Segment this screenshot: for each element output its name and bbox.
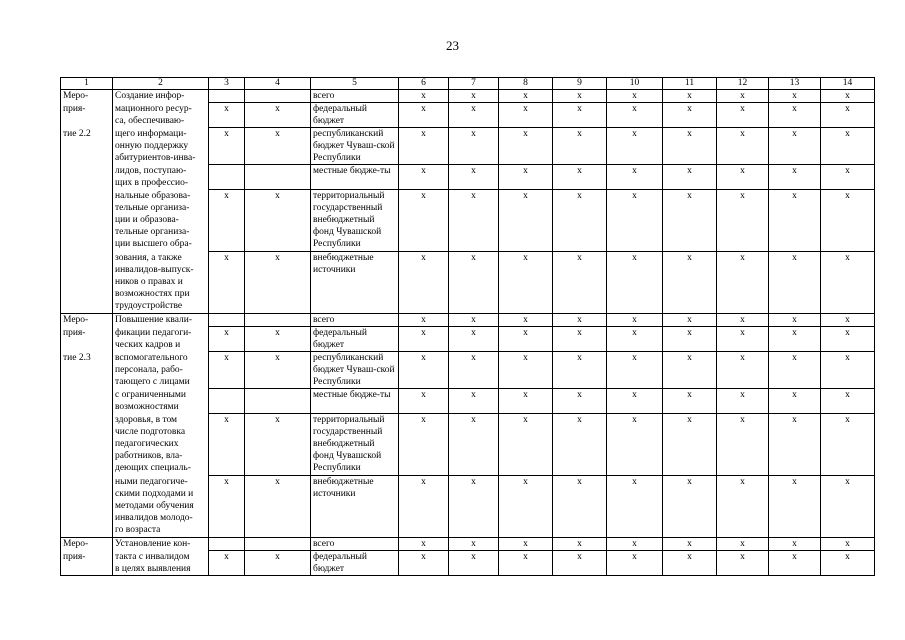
header-cell-11: 11	[663, 78, 717, 90]
event-name-cell	[61, 389, 113, 414]
value-cell-13: x	[769, 327, 821, 352]
table-row	[61, 314, 875, 327]
col4-cell: x	[245, 352, 311, 389]
value-cell-11: x	[663, 389, 717, 414]
value-cell-7: x	[449, 352, 499, 389]
value-cell-14: x	[821, 476, 875, 538]
value-cell-14: x	[821, 327, 875, 352]
value-cell-12: x	[717, 389, 769, 414]
value-cell-11: x	[663, 252, 717, 314]
value-cell-7: x	[449, 314, 499, 327]
value-cell-7: x	[449, 476, 499, 538]
col4-cell: x	[245, 414, 311, 476]
value-cell-12: x	[717, 90, 769, 103]
event-description-cell	[113, 352, 209, 389]
description-line: здоровья, в том	[115, 414, 178, 425]
table-row	[61, 90, 875, 103]
event-name-line: тие 2.2	[63, 128, 91, 139]
event-name-line: Меро-	[63, 539, 89, 549]
table-row	[61, 252, 875, 314]
value-cell-11: x	[663, 128, 717, 165]
event-name-cell	[61, 414, 113, 476]
col3-cell: x	[209, 103, 245, 128]
funding-source-cell: всего	[311, 314, 399, 327]
value-cell-7: x	[449, 551, 499, 576]
event-description-cell	[113, 128, 209, 165]
value-cell-10: x	[607, 314, 663, 327]
event-description-cell	[113, 414, 209, 476]
event-description-cell	[113, 103, 209, 128]
value-cell-9: x	[553, 538, 607, 551]
value-cell-12: x	[717, 551, 769, 576]
value-cell-11: x	[663, 551, 717, 576]
description-line: такта с инвалидом	[115, 551, 190, 562]
description-line: ции и образова-	[115, 214, 179, 225]
value-cell-6: x	[399, 352, 449, 389]
value-cell-13: x	[769, 476, 821, 538]
value-cell-11: x	[663, 190, 717, 252]
value-cell-9: x	[553, 551, 607, 576]
value-cell-6: x	[399, 538, 449, 551]
funding-source-cell: федеральный бюджет	[311, 327, 399, 352]
value-cell-14: x	[821, 414, 875, 476]
event-description-cell	[113, 165, 209, 190]
value-cell-6: x	[399, 327, 449, 352]
description-line: са, обеспечиваю-	[115, 115, 185, 126]
col3-cell	[209, 538, 245, 551]
description-line: фикации педагоги-	[115, 327, 192, 338]
value-cell-10: x	[607, 252, 663, 314]
value-cell-13: x	[769, 103, 821, 128]
value-cell-14: x	[821, 103, 875, 128]
value-cell-10: x	[607, 389, 663, 414]
value-cell-14: x	[821, 352, 875, 389]
funding-source-cell: всего	[311, 90, 399, 103]
value-cell-8: x	[499, 90, 553, 103]
col3-cell	[209, 165, 245, 190]
col4-cell: x	[245, 190, 311, 252]
table-row	[61, 103, 875, 128]
event-name-cell	[61, 476, 113, 538]
table-row	[61, 389, 875, 414]
funding-source-cell: внебюджетные источники	[311, 252, 399, 314]
col4-cell	[245, 389, 311, 414]
col3-cell: x	[209, 352, 245, 389]
event-name-cell	[61, 538, 113, 551]
value-cell-8: x	[499, 352, 553, 389]
value-cell-9: x	[553, 327, 607, 352]
value-cell-11: x	[663, 314, 717, 327]
header-cell-7: 7	[449, 78, 499, 90]
value-cell-9: x	[553, 352, 607, 389]
value-cell-12: x	[717, 103, 769, 128]
value-cell-11: x	[663, 352, 717, 389]
header-cell-8: 8	[499, 78, 553, 90]
col4-cell	[245, 538, 311, 551]
value-cell-13: x	[769, 165, 821, 190]
table-row	[61, 476, 875, 538]
col4-cell: x	[245, 476, 311, 538]
event-description-cell	[113, 190, 209, 252]
description-line: мационного ресур-	[115, 103, 192, 114]
value-cell-9: x	[553, 90, 607, 103]
col3-cell: x	[209, 551, 245, 576]
event-name-cell	[61, 90, 113, 103]
header-cell-5: 5	[311, 78, 399, 90]
event-description-cell	[113, 314, 209, 327]
table-row	[61, 352, 875, 389]
event-name-cell	[61, 103, 113, 128]
value-cell-10: x	[607, 352, 663, 389]
value-cell-10: x	[607, 128, 663, 165]
description-line: зования, а также	[115, 252, 182, 263]
header-cell-9: 9	[553, 78, 607, 90]
value-cell-11: x	[663, 414, 717, 476]
description-line: педагогических	[115, 438, 179, 449]
value-cell-6: x	[399, 314, 449, 327]
description-line: тельные организа-	[115, 202, 190, 213]
description-line: числе подготовка	[115, 426, 186, 437]
col3-cell	[209, 90, 245, 103]
header-cell-1: 1	[61, 78, 113, 90]
value-cell-8: x	[499, 103, 553, 128]
description-line: тельные организа-	[115, 226, 190, 237]
description-line: ческих кадров и	[115, 339, 181, 350]
value-cell-8: x	[499, 128, 553, 165]
col4-cell: x	[245, 327, 311, 352]
financing-table	[60, 77, 875, 576]
col3-cell	[209, 314, 245, 327]
description-line: методами обучения	[115, 500, 194, 511]
header-cell-10: 10	[607, 78, 663, 90]
funding-source-cell: федеральный бюджет	[311, 551, 399, 576]
description-line: Установление кон-	[115, 539, 191, 549]
value-cell-7: x	[449, 128, 499, 165]
value-cell-12: x	[717, 327, 769, 352]
value-cell-8: x	[499, 314, 553, 327]
description-line: трудоустройстве	[115, 300, 183, 311]
value-cell-6: x	[399, 128, 449, 165]
col3-cell: x	[209, 327, 245, 352]
description-line: возможностями	[115, 401, 179, 412]
value-cell-9: x	[553, 103, 607, 128]
value-cell-8: x	[499, 551, 553, 576]
table-row	[61, 128, 875, 165]
event-description-cell	[113, 327, 209, 352]
value-cell-12: x	[717, 190, 769, 252]
event-name-cell	[61, 165, 113, 190]
value-cell-11: x	[663, 90, 717, 103]
header-cell-2: 2	[113, 78, 209, 90]
value-cell-7: x	[449, 414, 499, 476]
funding-source-cell: территориальный государственный внебюджетный фонд Чувашской Республики	[311, 190, 399, 252]
value-cell-6: x	[399, 190, 449, 252]
value-cell-6: x	[399, 252, 449, 314]
value-cell-12: x	[717, 476, 769, 538]
col4-cell	[245, 165, 311, 190]
description-line: ции высшего обра-	[115, 238, 192, 249]
value-cell-13: x	[769, 90, 821, 103]
value-cell-7: x	[449, 90, 499, 103]
description-line: нальные образова-	[115, 190, 191, 201]
value-cell-10: x	[607, 538, 663, 551]
value-cell-13: x	[769, 551, 821, 576]
col3-cell: x	[209, 252, 245, 314]
value-cell-14: x	[821, 551, 875, 576]
value-cell-14: x	[821, 538, 875, 551]
description-line: скими подходами и	[115, 488, 194, 499]
value-cell-11: x	[663, 327, 717, 352]
event-name-cell	[61, 327, 113, 352]
value-cell-6: x	[399, 165, 449, 190]
value-cell-13: x	[769, 252, 821, 314]
description-line: персонала, рабо-	[115, 364, 183, 375]
description-line: абитуриентов-инва-	[115, 152, 196, 163]
value-cell-9: x	[553, 252, 607, 314]
funding-source-cell: всего	[311, 538, 399, 551]
description-line: Повышение квали-	[115, 315, 193, 325]
table-row	[61, 414, 875, 476]
funding-source-cell: республиканский бюджет Чуваш-ской Республики	[311, 128, 399, 165]
header-cell-13: 13	[769, 78, 821, 90]
value-cell-6: x	[399, 389, 449, 414]
value-cell-6: x	[399, 414, 449, 476]
col4-cell: x	[245, 551, 311, 576]
value-cell-10: x	[607, 190, 663, 252]
value-cell-8: x	[499, 252, 553, 314]
event-description-cell	[113, 538, 209, 551]
value-cell-9: x	[553, 128, 607, 165]
value-cell-7: x	[449, 252, 499, 314]
funding-source-cell: местные бюдже-ты	[311, 165, 399, 190]
value-cell-13: x	[769, 190, 821, 252]
header-cell-6: 6	[399, 78, 449, 90]
col4-cell: x	[245, 128, 311, 165]
description-line: го возраста	[115, 524, 161, 535]
event-name-cell	[61, 314, 113, 327]
value-cell-10: x	[607, 103, 663, 128]
value-cell-10: x	[607, 327, 663, 352]
description-line: инвалидов-выпуск-	[115, 264, 194, 275]
value-cell-12: x	[717, 414, 769, 476]
funding-source-cell: республиканский бюджет Чуваш-ской Республики	[311, 352, 399, 389]
event-name-line: прия-	[63, 103, 86, 114]
event-name-cell	[61, 551, 113, 576]
value-cell-6: x	[399, 103, 449, 128]
value-cell-14: x	[821, 128, 875, 165]
value-cell-13: x	[769, 314, 821, 327]
value-cell-12: x	[717, 352, 769, 389]
value-cell-11: x	[663, 538, 717, 551]
value-cell-8: x	[499, 476, 553, 538]
col3-cell	[209, 389, 245, 414]
funding-source-cell: территориальный государственный внебюджетный фонд Чувашской Республики	[311, 414, 399, 476]
description-line: щих в профессио-	[115, 177, 189, 188]
description-line: работников, вла-	[115, 450, 183, 461]
value-cell-13: x	[769, 352, 821, 389]
description-line: инвалидов молодо-	[115, 512, 193, 523]
event-name-cell	[61, 252, 113, 314]
event-description-cell	[113, 476, 209, 538]
table-row	[61, 538, 875, 551]
value-cell-12: x	[717, 538, 769, 551]
col4-cell: x	[245, 252, 311, 314]
table-row	[61, 551, 875, 576]
value-cell-13: x	[769, 414, 821, 476]
value-cell-14: x	[821, 314, 875, 327]
value-cell-7: x	[449, 389, 499, 414]
event-name-line: Меро-	[63, 91, 89, 101]
value-cell-9: x	[553, 190, 607, 252]
value-cell-13: x	[769, 389, 821, 414]
header-row	[61, 78, 875, 90]
value-cell-8: x	[499, 190, 553, 252]
value-cell-7: x	[449, 165, 499, 190]
value-cell-12: x	[717, 314, 769, 327]
description-line: ными педагогиче-	[115, 476, 188, 487]
value-cell-13: x	[769, 128, 821, 165]
event-name-cell	[61, 128, 113, 165]
value-cell-10: x	[607, 90, 663, 103]
description-line: лидов, поступаю-	[115, 165, 187, 176]
value-cell-8: x	[499, 538, 553, 551]
value-cell-10: x	[607, 165, 663, 190]
description-line: с ограниченными	[115, 389, 187, 400]
col3-cell: x	[209, 476, 245, 538]
event-name-line: тие 2.3	[63, 352, 91, 363]
value-cell-7: x	[449, 190, 499, 252]
table-row	[61, 165, 875, 190]
value-cell-7: x	[449, 538, 499, 551]
value-cell-11: x	[663, 103, 717, 128]
value-cell-14: x	[821, 389, 875, 414]
funding-source-cell: местные бюдже-ты	[311, 389, 399, 414]
value-cell-14: x	[821, 252, 875, 314]
value-cell-9: x	[553, 414, 607, 476]
value-cell-8: x	[499, 414, 553, 476]
col4-cell	[245, 90, 311, 103]
page-number: 23	[446, 38, 459, 53]
col4-cell: x	[245, 103, 311, 128]
value-cell-12: x	[717, 252, 769, 314]
description-line: тающего с лицами	[115, 376, 190, 387]
event-description-cell	[113, 389, 209, 414]
description-line: ников о правах и	[115, 276, 183, 287]
event-name-line: Меро-	[63, 315, 89, 325]
description-line: щего информаци-	[115, 128, 187, 139]
event-name-cell	[61, 352, 113, 389]
value-cell-9: x	[553, 476, 607, 538]
event-description-cell	[113, 551, 209, 576]
funding-source-cell: внебюджетные источники	[311, 476, 399, 538]
description-line: онную поддержку	[115, 140, 189, 151]
event-name-line: прия-	[63, 551, 86, 562]
value-cell-9: x	[553, 314, 607, 327]
description-line: возможностях при	[115, 288, 190, 299]
col3-cell: x	[209, 128, 245, 165]
value-cell-10: x	[607, 476, 663, 538]
value-cell-7: x	[449, 327, 499, 352]
event-description-cell	[113, 252, 209, 314]
funding-source-cell: федеральный бюджет	[311, 103, 399, 128]
value-cell-8: x	[499, 165, 553, 190]
value-cell-12: x	[717, 165, 769, 190]
value-cell-9: x	[553, 165, 607, 190]
value-cell-14: x	[821, 165, 875, 190]
value-cell-14: x	[821, 190, 875, 252]
description-line: в целях выявления	[115, 563, 191, 574]
description-line: вспомогательного	[115, 352, 188, 363]
value-cell-10: x	[607, 551, 663, 576]
header-cell-3: 3	[209, 78, 245, 90]
value-cell-6: x	[399, 90, 449, 103]
value-cell-8: x	[499, 389, 553, 414]
value-cell-7: x	[449, 103, 499, 128]
event-description-cell	[113, 90, 209, 103]
value-cell-11: x	[663, 165, 717, 190]
value-cell-14: x	[821, 90, 875, 103]
event-name-cell	[61, 190, 113, 252]
value-cell-6: x	[399, 551, 449, 576]
value-cell-12: x	[717, 128, 769, 165]
value-cell-10: x	[607, 414, 663, 476]
header-cell-12: 12	[717, 78, 769, 90]
value-cell-13: x	[769, 538, 821, 551]
table-row	[61, 190, 875, 252]
header-cell-4: 4	[245, 78, 311, 90]
value-cell-6: x	[399, 476, 449, 538]
description-line: Создание инфор-	[115, 91, 185, 101]
col4-cell	[245, 314, 311, 327]
event-name-line: прия-	[63, 327, 86, 338]
value-cell-9: x	[553, 389, 607, 414]
value-cell-8: x	[499, 327, 553, 352]
header-cell-14: 14	[821, 78, 875, 90]
table-row	[61, 327, 875, 352]
col3-cell: x	[209, 414, 245, 476]
description-line: деющих специаль-	[115, 462, 191, 473]
value-cell-11: x	[663, 476, 717, 538]
col3-cell: x	[209, 190, 245, 252]
